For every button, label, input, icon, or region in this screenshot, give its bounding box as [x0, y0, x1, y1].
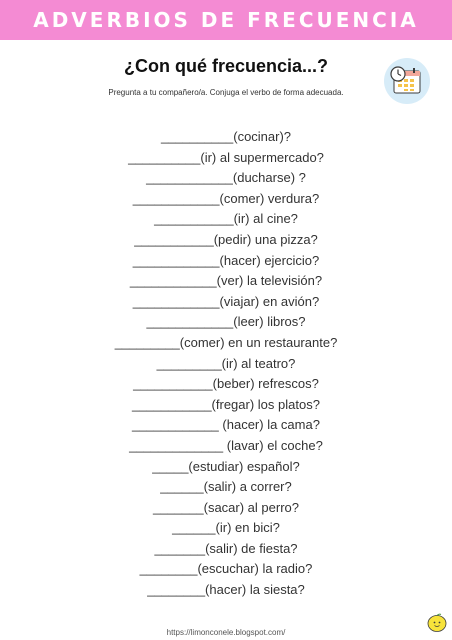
question-item: ____________ (hacer) la cama?	[132, 417, 320, 433]
question-item: ______(ir) en bici?	[172, 520, 280, 536]
calendar-clock-icon	[384, 58, 430, 104]
worksheet-heading: ¿Con qué frecuencia...?	[123, 56, 329, 76]
page-title: ADVERBIOS DE FRECUENCIA	[33, 8, 419, 32]
question-item: ___________(ir) al cine?	[154, 211, 298, 227]
question-item: _________(comer) en un restaurante?	[114, 334, 338, 350]
question-list	[0, 127, 452, 601]
question-item: _____(estudiar) español?	[152, 458, 300, 474]
question-item: ____________(comer) verdura?	[132, 190, 320, 206]
question-item: ____________(hacer) ejercicio?	[132, 252, 320, 268]
question-item: ___________(pedir) una pizza?	[134, 231, 318, 247]
title-banner	[0, 0, 452, 40]
question-item: _________(ir) al teatro?	[156, 355, 296, 371]
question-item: ___________(fregar) los platos?	[132, 396, 320, 412]
instructions-text: Pregunta a tu compañero/a. Conjuga el verbo de forma adecuada.	[108, 88, 344, 97]
question-item: ________(hacer) la siesta?	[147, 582, 305, 598]
lemon-logo	[427, 613, 447, 633]
question-item: ______(salir) a correr?	[160, 479, 292, 495]
question-item: _______(sacar) al perro?	[153, 499, 299, 515]
question-item: __________(ir) al supermercado?	[128, 149, 324, 165]
question-item: _______(salir) de fiesta?	[154, 540, 298, 556]
question-item: ____________(viajar) en avión?	[132, 293, 320, 309]
question-item: ___________(beber) refrescos?	[133, 376, 319, 392]
question-item: ____________(ducharse) ?	[146, 170, 306, 186]
footer-link[interactable]: https://limonconele.blogspot.com/	[166, 628, 286, 637]
question-item: ________(escuchar) la radio?	[139, 561, 313, 577]
question-item: ____________(leer) libros?	[146, 314, 306, 330]
question-item: __________(cocinar)?	[160, 129, 292, 144]
question-item: ____________(ver) la televisión?	[129, 273, 323, 289]
question-item: _____________ (lavar) el coche?	[129, 437, 323, 453]
